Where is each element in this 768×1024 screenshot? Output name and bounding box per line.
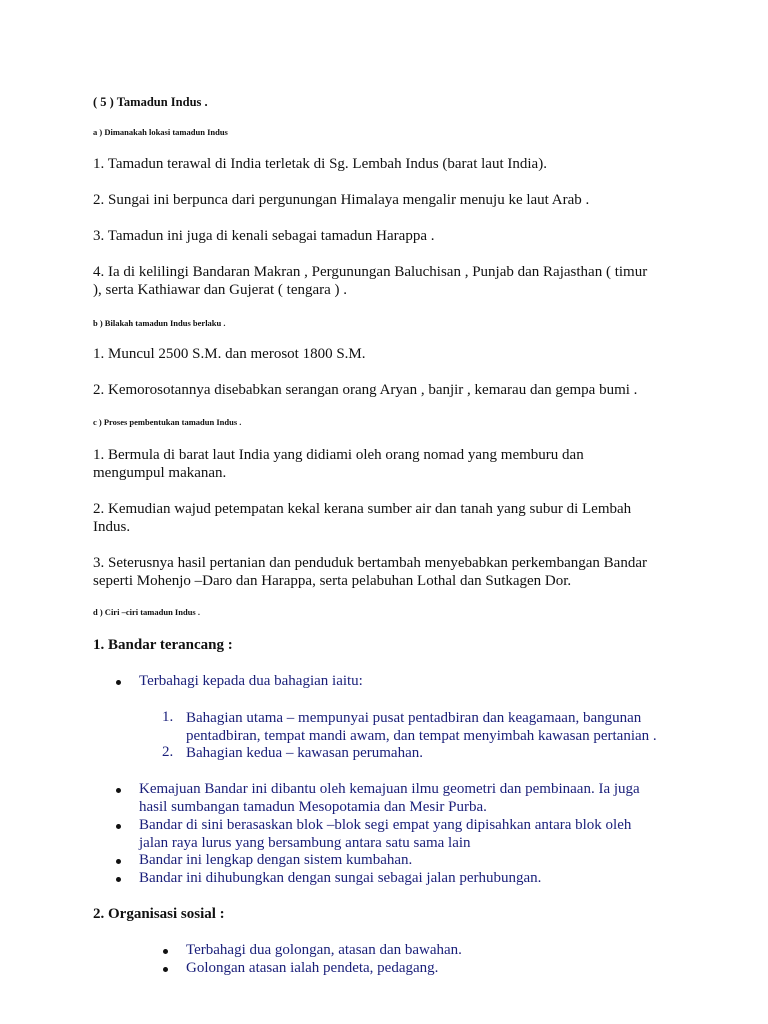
ordered-item-1-number: 1. xyxy=(162,709,174,725)
bullet-item-3-line-1: Bandar di sini berasaskan blok –blok segi empat yang dipisahkan antara blok oleh xyxy=(139,817,632,833)
ordered-item-2-number: 2. xyxy=(162,744,174,760)
bullet-item-1: Terbahagi kepada dua bahagian iaitu: xyxy=(139,673,363,689)
bullet-icon xyxy=(116,680,121,685)
section-c-paragraph-2-line-1: 2. Kemudian wajud petempatan kekal kerana sumber air dan tanah yang subur di Lembah xyxy=(93,501,632,517)
section-b-heading: b ) Bilakah tamadun Indus berlaku . xyxy=(93,318,226,328)
section-a-paragraph-1: 1. Tamadun terawal di India terletak di Sg. Lembah Indus (barat laut India). xyxy=(93,156,547,172)
section-a-paragraph-4-line-1: 4. Ia di kelilingi Bandaran Makran , Pergunungan Baluchisan , Punjab dan Rajasthan ( timur xyxy=(93,264,648,280)
section-a-heading: a ) Dimanakah lokasi tamadun Indus xyxy=(93,127,228,137)
section-c-heading: c ) Proses pembentukan tamadun Indus . xyxy=(93,417,242,427)
bullet-icon xyxy=(116,788,121,793)
bullet-item-5: Bandar ini dihubungkan dengan sungai sebagai jalan perhubungan. xyxy=(139,870,542,886)
bullet-icon xyxy=(163,949,168,954)
section-a-paragraph-4-line-2: ), serta Kathiawar dan Gujerat ( tengara ) . xyxy=(93,282,348,298)
ordered-item-2-line-1: Bahagian kedua – kawasan perumahan. xyxy=(186,745,423,761)
bullet-item-4: Bandar ini lengkap dengan sistem kumbahan. xyxy=(139,852,413,868)
section-c-paragraph-1-line-1: 1. Bermula di barat laut India yang didiami oleh orang nomad yang memburu dan xyxy=(93,447,584,463)
bullet-item-3-line-2: jalan raya lurus yang bersambung antara satu sama lain xyxy=(139,835,471,851)
section-a-paragraph-3: 3. Tamadun ini juga di kenali sebagai tamadun Harappa . xyxy=(93,228,435,244)
bullet-icon xyxy=(116,824,121,829)
bullet-item-2-line-2: hasil sumbangan tamadun Mesopotamia dan Mesir Purba. xyxy=(139,799,487,815)
bullet-icon xyxy=(116,877,121,882)
section-c-paragraph-2-line-2: Indus. xyxy=(93,519,131,535)
social-bullet-1: Terbahagi dua golongan, atasan dan bawahan. xyxy=(186,942,462,958)
section-d-heading: d ) Ciri –ciri tamadun Indus . xyxy=(93,607,200,617)
ordered-item-1-line-1: Bahagian utama – mempunyai pusat pentadbiran dan keagamaan, bangunan xyxy=(186,710,642,726)
page-title: ( 5 ) Tamadun Indus . xyxy=(93,95,208,109)
ordered-item-1-line-2: pentadbiran, tempat mandi awam, dan tempat menyimbah kawasan pertanian . xyxy=(186,728,657,744)
section-c-paragraph-1-line-2: mengumpul makanan. xyxy=(93,465,227,481)
bullet-icon xyxy=(163,967,168,972)
bullet-item-2-line-1: Kemajuan Bandar ini dibantu oleh kemajuan ilmu geometri dan pembinaan. Ia juga xyxy=(139,781,640,797)
section-b-paragraph-1: 1. Muncul 2500 S.M. dan merosot 1800 S.M. xyxy=(93,346,366,362)
section-c-paragraph-3-line-1: 3. Seterusnya hasil pertanian dan penduduk bertambah menyebabkan perkembangan Bandar xyxy=(93,555,647,571)
subsection-1-heading: 1. Bandar terancang : xyxy=(93,637,233,653)
subsection-2-heading: 2. Organisasi sosial : xyxy=(93,906,225,922)
section-c-paragraph-3-line-2: seperti Mohenjo –Daro dan Harappa, serta pelabuhan Lothal dan Sutkagen Dor. xyxy=(93,573,572,589)
bullet-icon xyxy=(116,859,121,864)
social-bullet-2: Golongan atasan ialah pendeta, pedagang. xyxy=(186,960,439,976)
section-b-paragraph-2: 2. Kemorosotannya disebabkan serangan orang Aryan , banjir , kemarau dan gempa bumi . xyxy=(93,382,638,398)
section-a-paragraph-2: 2. Sungai ini berpunca dari pergunungan Himalaya mengalir menuju ke laut Arab . xyxy=(93,192,590,208)
